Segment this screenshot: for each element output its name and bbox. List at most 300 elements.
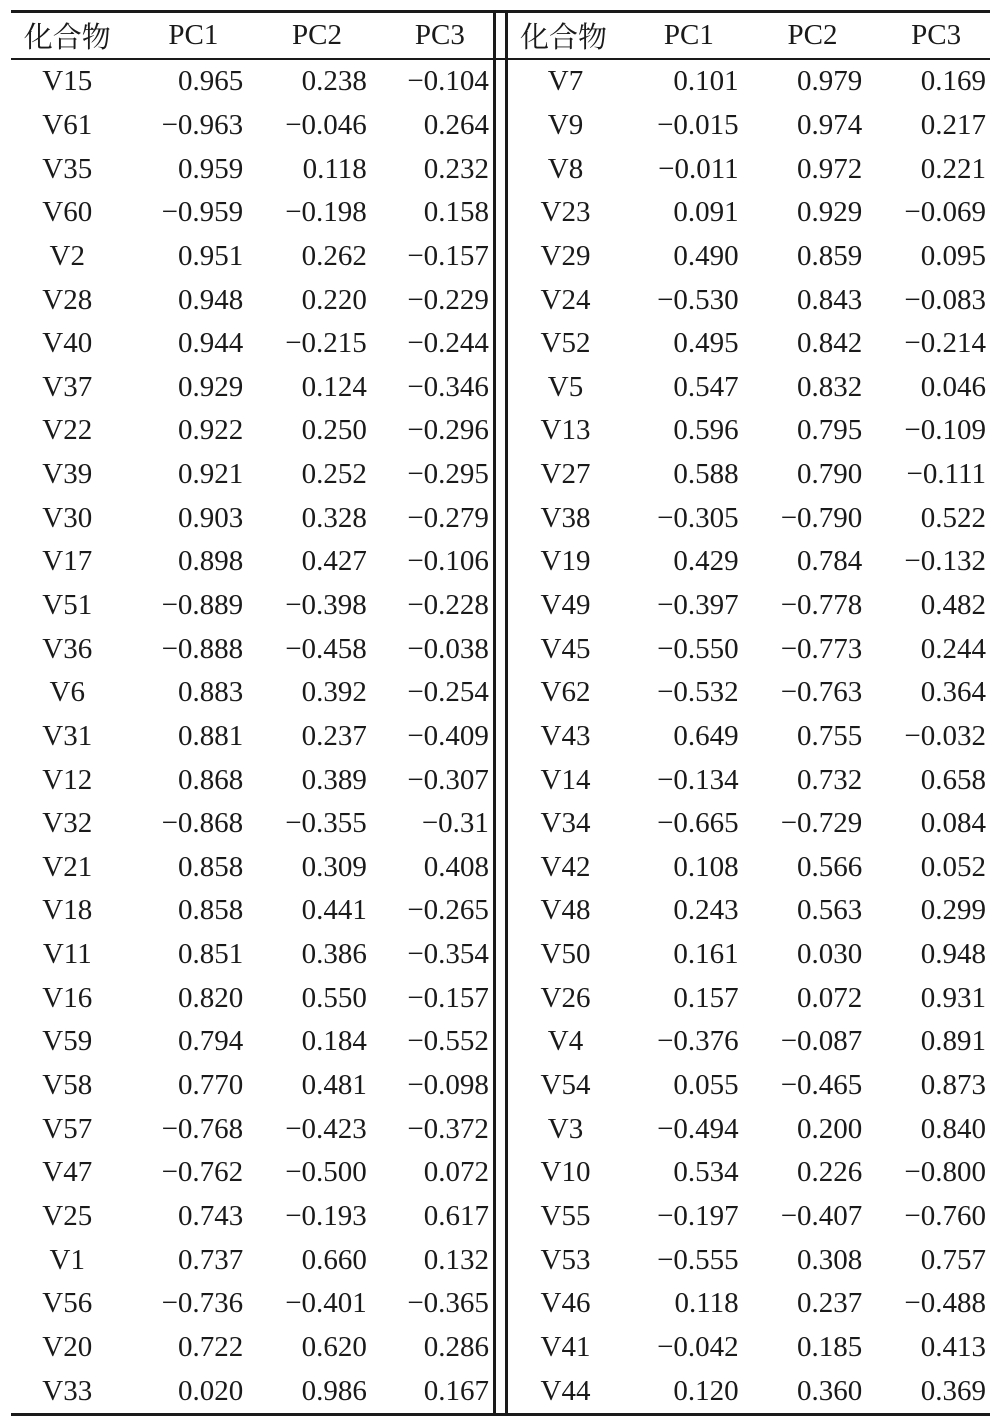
pc1-cell: 0.243 [673, 894, 739, 927]
column-group-divider [494, 322, 506, 366]
pc1-cell: −0.397 [657, 589, 739, 621]
pc1-cell: 0.588 [673, 458, 739, 491]
pc3-cell: 0.408 [423, 850, 489, 883]
pc2-cell: 0.481 [301, 1069, 367, 1102]
pc3-cell: 0.095 [920, 239, 986, 272]
pc2-cell: 0.220 [301, 283, 367, 316]
pc3-cell: −0.265 [407, 894, 489, 927]
column-group-divider [494, 1195, 506, 1239]
loadings-table [11, 10, 990, 1416]
pc3-cell: 0.264 [423, 108, 489, 141]
pc1-cell: 0.596 [673, 414, 739, 447]
pc2-cell: 0.392 [301, 676, 367, 709]
pc3-cell: 0.840 [920, 1112, 986, 1145]
table-row [11, 715, 990, 759]
pc2-cell: 0.237 [797, 1287, 863, 1320]
pc3-cell: −0.488 [904, 1287, 986, 1320]
table-row [11, 147, 990, 191]
pc1-cell: 0.858 [177, 850, 244, 883]
compound-cell: V20 [42, 1330, 93, 1363]
pc2-cell: −0.193 [285, 1199, 367, 1232]
pc1-cell: 0.929 [177, 370, 244, 403]
table-row [11, 235, 990, 279]
compound-cell: V32 [42, 807, 93, 840]
table-row [11, 453, 990, 497]
pc1-cell: 0.858 [177, 894, 244, 927]
pc2-cell: 0.030 [797, 938, 863, 971]
compound-cell: V56 [42, 1287, 93, 1320]
pc2-cell: 0.072 [797, 981, 863, 1014]
table-row [11, 846, 990, 890]
header-compound-left: 化合物 [11, 12, 124, 60]
table-row [11, 1020, 990, 1064]
table-row [11, 1195, 990, 1239]
pc2-cell: −0.729 [780, 807, 863, 840]
pc3-cell: −0.032 [904, 719, 986, 752]
pc2-cell: −0.401 [285, 1287, 367, 1320]
pc2-cell: −0.398 [285, 589, 367, 621]
compound-cell: V35 [42, 152, 93, 185]
header-pc1-right: PC1 [619, 12, 743, 60]
pc3-cell: −0.760 [904, 1199, 986, 1232]
pc2-cell: 0.972 [797, 152, 863, 185]
pc3-cell: −0.106 [407, 545, 489, 578]
pc2-cell: −0.215 [285, 327, 367, 360]
pc3-cell: −0.083 [904, 283, 986, 316]
pc3-cell: −0.372 [407, 1112, 489, 1145]
pc3-cell: 0.931 [920, 981, 986, 1014]
pc3-cell: −0.109 [904, 414, 986, 447]
pc2-cell: 0.360 [797, 1374, 863, 1407]
column-group-divider [494, 627, 506, 671]
compound-cell: V44 [540, 1374, 591, 1407]
pc1-cell: 0.120 [673, 1374, 739, 1407]
pc3-cell: 0.369 [920, 1374, 986, 1407]
pc2-cell: 0.832 [797, 370, 863, 403]
pc1-cell: −0.736 [161, 1287, 244, 1320]
pc2-cell: 0.238 [301, 65, 367, 98]
pc3-cell: −0.354 [407, 938, 489, 971]
compound-cell: V53 [540, 1243, 591, 1276]
pc2-cell: 0.308 [797, 1243, 863, 1276]
column-group-divider [494, 278, 506, 322]
pc2-cell: −0.087 [780, 1025, 863, 1058]
compound-cell: V58 [42, 1069, 93, 1102]
pc3-cell: 0.482 [920, 589, 986, 621]
pc1-cell: −0.555 [657, 1243, 739, 1276]
column-group-divider [494, 409, 506, 453]
pc1-cell: 0.101 [673, 65, 739, 98]
pc1-cell: 0.959 [177, 152, 244, 185]
pc3-cell: 0.046 [920, 370, 986, 403]
pc3-cell: 0.364 [920, 676, 986, 709]
pc1-cell: 0.157 [673, 981, 739, 1014]
column-group-divider [494, 235, 506, 279]
table-row [11, 496, 990, 540]
pc1-cell: 0.118 [674, 1287, 739, 1320]
column-group-divider [494, 1282, 506, 1326]
pc2-cell: 0.986 [301, 1374, 367, 1407]
table-row [11, 933, 990, 977]
compound-cell: V8 [547, 152, 584, 185]
pc3-cell: −0.069 [904, 196, 986, 229]
table-row [11, 278, 990, 322]
compound-cell: V27 [540, 458, 591, 491]
header-pc2-right: PC2 [743, 12, 867, 60]
pc3-cell: −0.157 [407, 239, 489, 272]
pc1-cell: 0.770 [177, 1069, 244, 1102]
pc2-cell: −0.407 [780, 1199, 863, 1232]
pc2-cell: 0.843 [797, 283, 863, 316]
pc1-cell: 0.794 [177, 1025, 244, 1058]
pc2-cell: 0.389 [301, 763, 367, 796]
pc2-cell: 0.309 [301, 850, 367, 883]
pc1-cell: −0.768 [161, 1112, 244, 1145]
column-group-divider [494, 584, 506, 628]
compound-cell: V29 [540, 239, 591, 272]
pc1-cell: −0.376 [657, 1025, 739, 1058]
pc1-cell: 0.898 [177, 545, 244, 578]
compound-cell: V24 [540, 283, 591, 316]
pc2-cell: 0.184 [301, 1025, 367, 1058]
column-group-divider [494, 846, 506, 890]
column-group-divider [494, 715, 506, 759]
pc2-cell: 0.929 [797, 196, 863, 229]
pc3-cell: −0.409 [407, 719, 489, 752]
compound-cell: V59 [42, 1025, 93, 1058]
pc2-cell: −0.465 [780, 1069, 863, 1102]
pc1-cell: −0.665 [657, 807, 739, 840]
table-row [11, 802, 990, 846]
column-group-divider [494, 1064, 506, 1108]
pc2-cell: 0.732 [797, 763, 863, 796]
table-row [11, 889, 990, 933]
pc1-cell: −0.868 [161, 807, 244, 840]
pc1-cell: 0.883 [177, 676, 244, 709]
pc2-cell: 0.620 [301, 1330, 367, 1363]
compound-cell: V30 [42, 501, 93, 534]
pc2-cell: 0.859 [797, 239, 863, 272]
pc2-cell: 0.755 [797, 719, 863, 752]
pc2-cell: 0.386 [301, 938, 367, 971]
pc1-cell: 0.944 [177, 327, 244, 360]
pc3-cell: −0.800 [904, 1156, 986, 1189]
table-row [11, 1369, 990, 1414]
column-group-divider [494, 976, 506, 1020]
pc1-cell: 0.020 [177, 1374, 244, 1407]
pc1-cell: 0.547 [673, 370, 739, 403]
pc1-cell: 0.490 [673, 239, 739, 272]
compound-cell: V39 [42, 458, 93, 491]
pc3-cell: −0.552 [407, 1025, 489, 1058]
pc1-cell: −0.762 [161, 1156, 244, 1189]
compound-cell: V41 [540, 1330, 591, 1363]
pc2-cell: −0.458 [285, 632, 367, 665]
table-row [11, 627, 990, 671]
compound-cell: V5 [547, 370, 584, 403]
table-row [11, 191, 990, 235]
pc3-cell: −0.31 [421, 807, 489, 840]
pc3-cell: −0.098 [407, 1069, 489, 1102]
pc3-cell: −0.295 [407, 458, 489, 491]
pc1-cell: −0.015 [657, 108, 739, 141]
pc3-cell: 0.221 [920, 152, 986, 185]
compound-cell: V34 [540, 807, 591, 840]
pc1-cell: 0.948 [177, 283, 244, 316]
pc2-cell: 0.237 [301, 719, 367, 752]
compound-cell: V51 [42, 589, 93, 621]
pc1-cell: −0.963 [161, 108, 244, 141]
compound-cell: V16 [42, 981, 93, 1014]
pc1-cell: −0.134 [657, 763, 739, 796]
pc1-cell: −0.305 [657, 501, 739, 534]
pc1-cell: −0.197 [657, 1199, 739, 1232]
pc1-cell: −0.889 [161, 589, 244, 621]
compound-cell: V13 [540, 414, 591, 447]
pc3-cell: 0.891 [920, 1025, 986, 1058]
compound-cell: V40 [42, 327, 93, 360]
column-group-divider [494, 1326, 506, 1370]
pc1-cell: −0.011 [658, 152, 739, 185]
table-row [11, 59, 990, 104]
pc3-cell: 0.244 [920, 632, 986, 665]
table-row [11, 1151, 990, 1195]
compound-cell: V46 [540, 1287, 591, 1320]
compound-cell: V4 [547, 1025, 584, 1058]
pc1-cell: 0.722 [177, 1330, 244, 1363]
header-pc3-right: PC3 [866, 12, 990, 60]
column-group-divider [494, 802, 506, 846]
compound-cell: V12 [42, 763, 93, 796]
table-row [11, 976, 990, 1020]
pc3-cell: −0.111 [906, 458, 986, 491]
pc3-cell: 0.299 [920, 894, 986, 927]
compound-cell: V23 [540, 196, 591, 229]
pc3-cell: 0.286 [423, 1330, 489, 1363]
pc3-cell: −0.346 [407, 370, 489, 403]
pc3-cell: −0.365 [407, 1287, 489, 1320]
pc3-cell: −0.296 [407, 414, 489, 447]
compound-cell: V45 [540, 632, 591, 665]
pc1-cell: −0.042 [657, 1330, 739, 1363]
pc1-cell: 0.108 [673, 850, 739, 883]
compound-cell: V7 [547, 65, 584, 98]
pc1-cell: −0.532 [657, 676, 739, 709]
pc1-cell: 0.429 [673, 545, 739, 578]
pc2-cell: 0.262 [301, 239, 367, 272]
pc2-cell: 0.200 [797, 1112, 863, 1145]
pc2-cell: −0.773 [780, 632, 863, 665]
pc2-cell: 0.974 [797, 108, 863, 141]
pc1-cell: 0.881 [177, 719, 244, 752]
pc2-cell: 0.118 [302, 152, 367, 185]
pc1-cell: −0.530 [657, 283, 739, 316]
table-row [11, 1107, 990, 1151]
pc3-cell: 0.169 [920, 65, 986, 98]
pc3-cell: −0.132 [904, 545, 986, 578]
column-group-divider [494, 671, 506, 715]
pc3-cell: 0.948 [920, 938, 986, 971]
pc1-cell: −0.550 [657, 632, 739, 665]
pc3-cell: −0.104 [407, 65, 489, 98]
pc1-cell: 0.161 [673, 938, 739, 971]
pc1-cell: 0.820 [177, 981, 244, 1014]
pc3-cell: 0.873 [920, 1069, 986, 1102]
pc2-cell: 0.441 [301, 894, 367, 927]
compound-cell: V52 [540, 327, 591, 360]
compound-cell: V50 [540, 938, 591, 971]
pc3-cell: −0.038 [407, 632, 489, 665]
compound-cell: V48 [540, 894, 591, 927]
pc2-cell: 0.784 [797, 545, 863, 578]
compound-cell: V19 [540, 545, 591, 578]
pc2-cell: −0.500 [285, 1156, 367, 1189]
column-group-divider [494, 59, 506, 104]
pc1-cell: −0.959 [161, 196, 244, 229]
table-row [11, 1238, 990, 1282]
pc1-cell: 0.951 [177, 239, 244, 272]
pc3-cell: −0.244 [407, 327, 489, 360]
pc3-cell: 0.232 [423, 152, 489, 185]
compound-cell: V25 [42, 1199, 93, 1232]
pc3-cell: −0.214 [904, 327, 986, 360]
column-group-divider [494, 933, 506, 977]
pc2-cell: 0.252 [301, 458, 367, 491]
compound-cell: V49 [540, 589, 591, 621]
table-row [11, 758, 990, 802]
pc2-cell: −0.423 [285, 1112, 367, 1145]
table-body [11, 59, 990, 1414]
compound-cell: V21 [42, 850, 93, 883]
pc3-cell: 0.217 [920, 108, 986, 141]
pc2-cell: 0.790 [797, 458, 863, 491]
pc2-cell: 0.250 [301, 414, 367, 447]
pc1-cell: 0.743 [177, 1199, 244, 1232]
pc2-cell: 0.842 [797, 327, 863, 360]
compound-cell: V43 [540, 719, 591, 752]
pc1-cell: 0.649 [673, 719, 739, 752]
pc2-cell: −0.763 [780, 676, 863, 709]
pc2-cell: −0.778 [780, 589, 863, 621]
pc3-cell: −0.254 [407, 676, 489, 709]
compound-cell: V26 [540, 981, 591, 1014]
compound-cell: V60 [42, 196, 93, 229]
pc3-cell: 0.158 [423, 196, 489, 229]
pc3-cell: 0.413 [920, 1330, 986, 1363]
pc2-cell: 0.550 [301, 981, 367, 1014]
pc1-cell: 0.091 [673, 196, 739, 229]
compound-cell: V57 [42, 1112, 93, 1145]
pc2-cell: −0.046 [285, 108, 367, 141]
compound-cell: V11 [42, 938, 92, 971]
compound-cell: V31 [42, 719, 93, 752]
column-group-divider [494, 1238, 506, 1282]
pc1-cell: −0.888 [161, 632, 244, 665]
compound-cell: V55 [540, 1199, 591, 1232]
pc2-cell: 0.427 [301, 545, 367, 578]
compound-cell: V3 [547, 1112, 584, 1145]
table-row [11, 671, 990, 715]
pc3-cell: −0.229 [407, 283, 489, 316]
table-row [11, 322, 990, 366]
pc3-cell: 0.052 [920, 850, 986, 883]
compound-cell: V17 [42, 545, 93, 578]
pc3-cell: −0.307 [407, 763, 489, 796]
header-pc3-left: PC3 [371, 12, 495, 60]
pc3-cell: 0.167 [423, 1374, 489, 1407]
table-row [11, 365, 990, 409]
column-group-divider [494, 191, 506, 235]
pc1-cell: 0.851 [177, 938, 244, 971]
pc3-cell: −0.279 [407, 501, 489, 534]
compound-cell: V47 [42, 1156, 93, 1189]
pc2-cell: 0.226 [797, 1156, 863, 1189]
pc2-cell: 0.566 [797, 850, 863, 883]
pc2-cell: 0.563 [797, 894, 863, 927]
table-row [11, 409, 990, 453]
pc3-cell: 0.132 [423, 1243, 489, 1276]
column-group-divider [494, 1020, 506, 1064]
pc3-cell: −0.157 [407, 981, 489, 1014]
pc3-cell: −0.228 [407, 589, 489, 621]
pc1-cell: 0.737 [177, 1243, 244, 1276]
compound-cell: V42 [540, 850, 591, 883]
compound-cell: V1 [49, 1243, 85, 1276]
table-row [11, 540, 990, 584]
compound-cell: V62 [540, 676, 591, 709]
pc1-cell: 0.965 [177, 65, 244, 98]
compound-cell: V10 [540, 1156, 591, 1189]
compound-cell: V28 [42, 283, 93, 316]
compound-cell: V6 [49, 676, 85, 709]
pc2-cell: 0.124 [301, 370, 367, 403]
pc1-cell: 0.055 [673, 1069, 739, 1102]
compound-cell: V15 [42, 65, 93, 98]
pc2-cell: 0.328 [301, 501, 367, 534]
compound-cell: V2 [49, 239, 85, 272]
pc2-cell: 0.795 [797, 414, 863, 447]
pc2-cell: 0.979 [797, 65, 863, 98]
pc3-cell: 0.072 [423, 1156, 489, 1189]
compound-cell: V18 [42, 894, 93, 927]
column-group-divider [494, 889, 506, 933]
pc3-cell: 0.658 [920, 763, 986, 796]
pc3-cell: 0.617 [423, 1199, 489, 1232]
compound-cell: V38 [540, 501, 591, 534]
compound-cell: V37 [42, 370, 93, 403]
table-row [11, 584, 990, 628]
pc1-cell: −0.494 [657, 1112, 739, 1145]
header-pc2-left: PC2 [247, 12, 371, 60]
pc3-cell: 0.757 [920, 1243, 986, 1276]
compound-cell: V9 [547, 108, 584, 141]
pc1-cell: 0.495 [673, 327, 739, 360]
compound-cell: V54 [540, 1069, 591, 1102]
pc3-cell: 0.522 [920, 501, 986, 534]
pc1-cell: 0.922 [177, 414, 244, 447]
column-group-divider [494, 1369, 506, 1414]
compound-cell: V33 [42, 1374, 93, 1407]
column-group-divider [494, 540, 506, 584]
pc1-cell: 0.868 [177, 763, 244, 796]
column-group-divider [494, 1107, 506, 1151]
table-row [11, 1064, 990, 1108]
column-group-divider [494, 496, 506, 540]
header-pc1-left: PC1 [124, 12, 248, 60]
table-header-row [11, 12, 990, 60]
pc2-cell: 0.660 [301, 1243, 367, 1276]
pc1-cell: 0.903 [177, 501, 244, 534]
